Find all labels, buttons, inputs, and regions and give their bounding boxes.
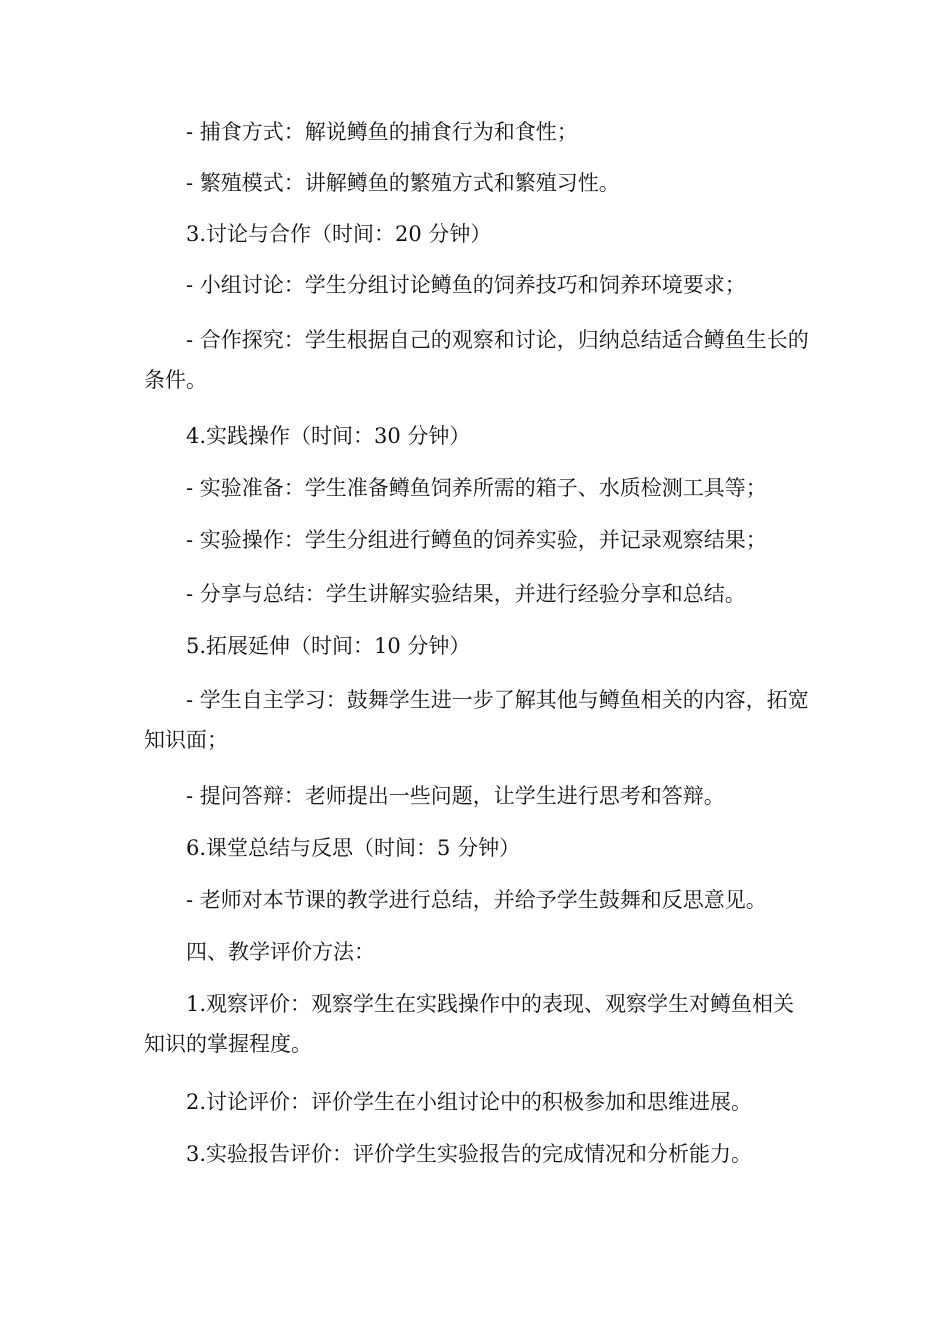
section-summary-heading: 6.课堂总结与反思（时间：5 分钟）	[186, 836, 521, 860]
bullet-cooperative-inquiry: - 合作探究：学生根据自己的观察和讨论，归纳总结适合鳟鱼生长的条件。	[144, 328, 809, 392]
item-report-evaluation: 3.实验报告评价：评价学生实验报告的完成情况和分析能力。	[186, 1142, 753, 1166]
bullet-experiment-operation: - 实验操作：学生分组进行鳟鱼的饲养实验，并记录观察结果；	[186, 528, 767, 552]
section-discussion-heading: 3.讨论与合作（时间：20 分钟）	[186, 222, 492, 246]
section-practice-heading: 4.实践操作（时间：30 分钟）	[186, 424, 471, 448]
bullet-self-study: - 学生自主学习：鼓舞学生进一步了解其他与鳟鱼相关的内容，拓宽知识面；	[144, 688, 809, 752]
section-evaluation-heading: 四、教学评价方法：	[186, 940, 375, 964]
bullet-questions-defense: - 提问答辩：老师提出一些问题，让学生进行思考和答辩。	[186, 784, 725, 808]
bullet-experiment-preparation: - 实验准备：学生准备鳟鱼饲养所需的箱子、水质检测工具等；	[186, 476, 767, 500]
bullet-sharing-summary: - 分享与总结：学生讲解实验结果，并进行经验分享和总结。	[186, 582, 746, 606]
bullet-breeding-mode: - 繁殖模式：讲解鳟鱼的繁殖方式和繁殖习性。	[186, 171, 620, 195]
bullet-hunting-method: - 捕食方式：解说鳟鱼的捕食行为和食性；	[186, 120, 578, 144]
item-discussion-evaluation: 2.讨论评价：评价学生在小组讨论中的积极参加和思维进展。	[186, 1090, 753, 1114]
bullet-teacher-summary: - 老师对本节课的教学进行总结，并给予学生鼓舞和反思意见。	[186, 888, 767, 912]
bullet-group-discussion: - 小组讨论：学生分组讨论鳟鱼的饲养技巧和饲养环境要求；	[186, 273, 746, 297]
item-observation-evaluation: 1.观察评价：观察学生在实践操作中的表现、观察学生对鳟鱼相关知识的掌握程度。	[144, 992, 795, 1056]
section-extension-heading: 5.拓展延伸（时间：10 分钟）	[186, 634, 471, 658]
